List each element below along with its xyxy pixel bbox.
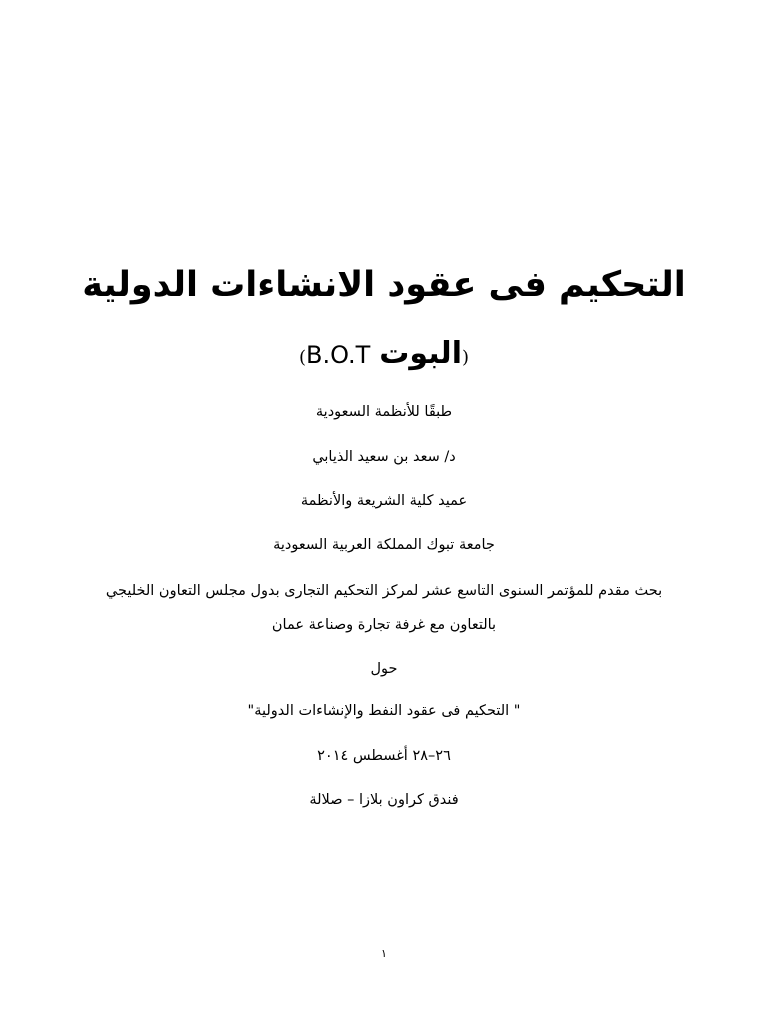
conference-date: ٢٦–٢٨ أغسطس ٢٠١٤	[317, 748, 451, 764]
author-university: جامعة تبوك المملكة العربية السعودية	[273, 537, 495, 553]
cooperation-line: بالتعاون مع غرفة تجارة وصناعة عمان	[271, 617, 497, 633]
conference-line: بحث مقدم للمؤتمر السنوى التاسع عشر لمركز التحكيم التجارى بدول مجلس التعاون الخليجي	[105, 583, 663, 599]
page-number: ١	[381, 947, 387, 960]
subtitle-arabic: البوت	[379, 336, 462, 371]
about-label: حول	[370, 661, 398, 677]
author-position: عميد كلية الشريعة والأنظمة	[300, 493, 468, 509]
subtitle-close-paren: )	[298, 347, 307, 368]
author-name: د/ سعد بن سعيد الذيابي	[312, 449, 456, 465]
document-title: التحكيم فى عقود الانشاءات الدولية	[82, 265, 686, 305]
conference-venue: فندق كراون بلازا – صلالة	[309, 792, 459, 808]
subtitle-open-paren: (	[461, 347, 470, 368]
subtitle-latin: B.O.T	[306, 341, 371, 369]
conference-theme: " التحكيم فى عقود النفط والإنشاءات الدولية"	[247, 703, 521, 719]
document-subtitle	[0, 334, 768, 378]
regulation-line: طبقًا للأنظمة السعودية	[315, 404, 453, 420]
